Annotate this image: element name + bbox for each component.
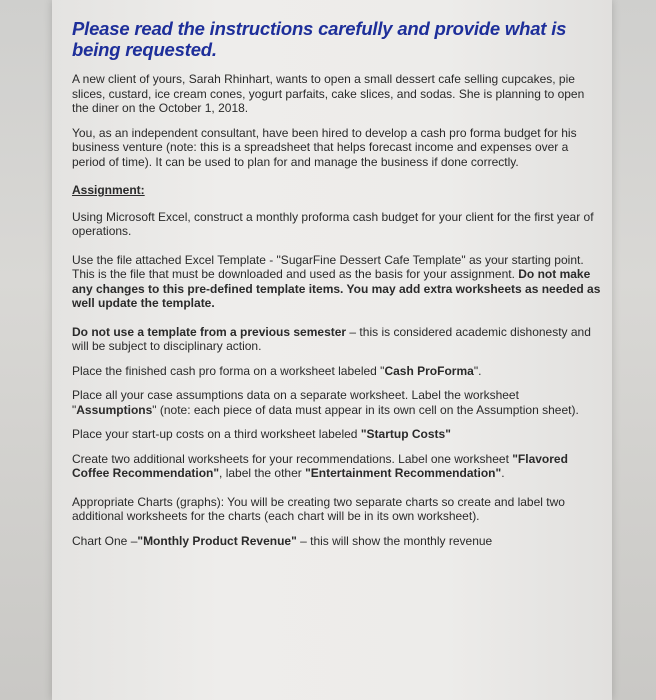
assumptions-note: " (note: each piece of data must appear in its own cell on the Assumption sheet). bbox=[152, 402, 579, 417]
document-content bbox=[72, 18, 602, 558]
chart-one-text: Chart One – bbox=[72, 533, 138, 548]
chart-one-label: "Monthly Product Revenue" bbox=[137, 533, 297, 548]
page-title: Please read the instructions carefully and provide what is being requested. bbox=[72, 18, 567, 60]
intro-paragraph: A new client of yours, Sarah Rhinhart, wants to open a small dessert cafe selling cupcakes, pie slices, custard, ice cream cones, yogurt parfaits, cake slices, and sodas. She is planning to open the diner on the October 1, 2018. bbox=[72, 72, 585, 115]
previous-semester-warning: Do not use a template from a previous semester bbox=[72, 324, 347, 339]
coffee-recommendation-label: "Flavored Coffee Recommendation" bbox=[72, 451, 568, 480]
startup-costs-text: Place your start-up costs on a third worksheet labeled bbox=[72, 427, 361, 441]
charts-paragraph: Appropriate Charts (graphs): You will be creating two separate charts so create and label two additional worksheets for the charts (each chart will be in its own worksheet). bbox=[72, 494, 565, 523]
cash-proforma-text: Place the finished cash pro forma on a worksheet labeled " bbox=[72, 363, 385, 378]
chart-one-paragraph bbox=[72, 534, 602, 549]
assumptions-text: Place all your case assumptions data on a separate worksheet. Label the worksheet " bbox=[72, 388, 519, 417]
template-warning: Do not make any changes to this pre-defined template items. You may add extra worksheets as needed as well update the template. bbox=[72, 267, 601, 310]
previous-semester-paragraph bbox=[72, 325, 602, 354]
template-paragraph bbox=[72, 253, 602, 311]
recommendations-mid: , label the other bbox=[219, 466, 306, 480]
entertainment-recommendation-label: "Entertainment Recommendation" bbox=[305, 466, 502, 480]
chart-one-description: – this will show the monthly revenue bbox=[296, 533, 493, 548]
startup-costs-paragraph bbox=[72, 427, 602, 442]
document-page bbox=[52, 0, 612, 700]
startup-costs-label: "Startup Costs" bbox=[360, 427, 451, 441]
recommendations-end: . bbox=[501, 466, 505, 480]
assignment-heading: Assignment: bbox=[72, 183, 145, 197]
assumptions-label: Assumptions bbox=[76, 402, 153, 417]
assumptions-paragraph bbox=[72, 388, 602, 417]
previous-semester-text: – this is considered academic dishonesty and will be subject to disciplinary action. bbox=[72, 324, 591, 353]
recommendations-text: Create two additional worksheets for your recommendations. Label one worksheet bbox=[72, 451, 513, 466]
template-text: Use the file attached Excel Template - "SugarFine Dessert Cafe Template" as your starting point. This is the file that must be downloaded and used as the basis for your assignment. bbox=[72, 252, 584, 281]
cash-proforma-label: Cash ProForma bbox=[384, 363, 474, 378]
cash-proforma-paragraph bbox=[72, 364, 602, 379]
cash-proforma-end: ". bbox=[473, 363, 482, 378]
consultant-paragraph: You, as an independent consultant, have been hired to develop a cash pro forma budget for his business venture (note: this is a spreadsheet that helps forecast income and expenses over a period of time). It can be used to plan for and manage the business if done correctly. bbox=[72, 125, 577, 169]
assignment-paragraph: Using Microsoft Excel, construct a monthly proforma cash budget for your client for the first year of operations. bbox=[72, 209, 594, 238]
recommendations-paragraph bbox=[72, 452, 602, 481]
